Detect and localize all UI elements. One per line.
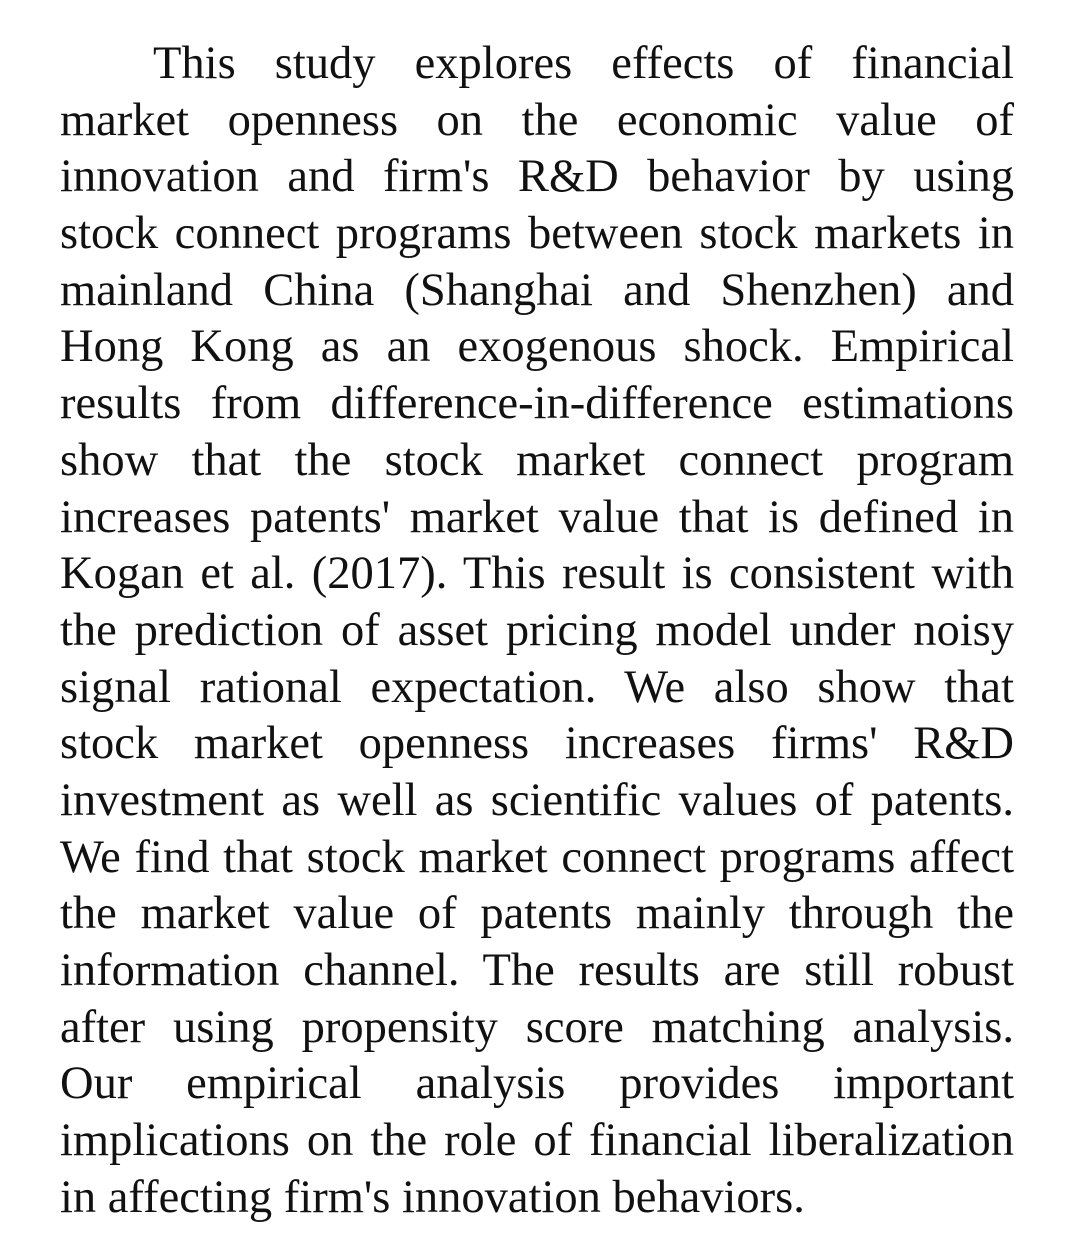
abstract-line: This study explores effects of financial <box>153 38 1014 89</box>
abstract-line: innovation and firm's R&D behavior by using <box>60 151 1014 203</box>
abstract-line: market openness on the economic value of <box>60 94 1014 146</box>
abstract-line: mainland China (Shanghai and Shenzhen) and <box>60 264 1014 316</box>
abstract-line: Kogan et al. (2017). This result is consistent with <box>60 548 1014 600</box>
abstract-line: stock connect programs between stock markets in <box>60 208 1014 260</box>
abstract-line: after using propensity score matching analysis. <box>60 1001 1014 1053</box>
abstract-line: implications on the role of financial liberalization <box>60 1115 1014 1167</box>
abstract-line: stock market openness increases firms' R&D <box>60 718 1014 770</box>
abstract-line: the prediction of asset pricing model under noisy <box>60 604 1014 656</box>
abstract-line: increases patents' market value that is defined in <box>60 491 1014 543</box>
abstract-line: We find that stock market connect programs affect <box>60 831 1014 883</box>
abstract-line: Hong Kong as an exogenous shock. Empirical <box>60 321 1014 373</box>
abstract-line-last: in affecting firm's innovation behaviors. <box>60 1171 805 1223</box>
abstract-line: the market value of patents mainly through the <box>60 888 1014 940</box>
abstract-paragraph <box>60 36 1014 1226</box>
abstract-line: show that the stock market connect program <box>60 434 1014 486</box>
abstract-line: investment as well as scientific values of patents. <box>60 774 1014 826</box>
abstract-line: information channel. The results are still robust <box>60 945 1014 996</box>
abstract-line: Our empirical analysis provides important <box>60 1058 1014 1110</box>
abstract-line: signal rational expectation. We also show that <box>60 661 1014 713</box>
abstract-line: results from difference-in-difference estimations <box>60 378 1014 430</box>
